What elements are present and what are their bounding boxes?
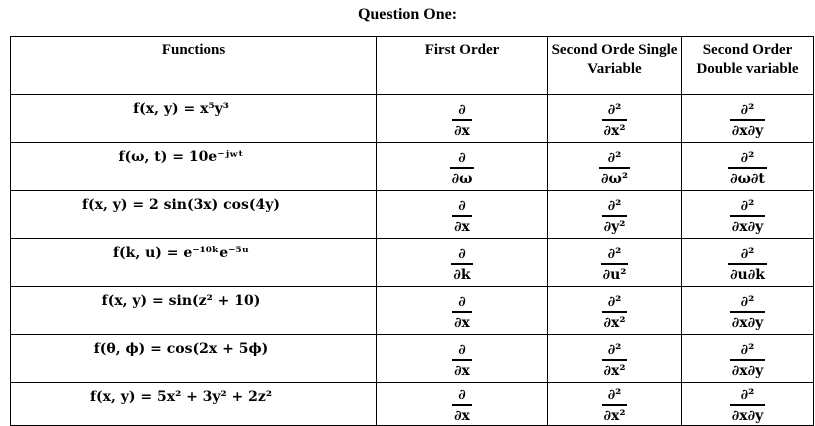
first-order-cell bbox=[377, 191, 548, 239]
numerator: ∂² bbox=[607, 149, 622, 166]
fraction-bar bbox=[602, 404, 628, 406]
fraction-bar bbox=[452, 359, 472, 361]
numerator: ∂² bbox=[607, 245, 622, 262]
derivative-fraction bbox=[730, 387, 765, 424]
derivative-fraction bbox=[452, 342, 472, 379]
denominator: ∂x∂y bbox=[731, 408, 764, 424]
derivative-fraction bbox=[730, 294, 765, 331]
derivative-fraction bbox=[602, 294, 628, 331]
first-order-cell bbox=[377, 335, 548, 383]
first-order-cell bbox=[377, 95, 548, 143]
second-order-double-cell bbox=[682, 191, 814, 239]
numerator: ∂² bbox=[607, 341, 622, 358]
numerator: ∂² bbox=[740, 293, 755, 310]
numerator: ∂² bbox=[740, 149, 755, 166]
numerator: ∂² bbox=[740, 387, 755, 403]
numerator: ∂² bbox=[607, 293, 622, 310]
denominator: ∂x∂y bbox=[731, 218, 764, 235]
derivative-fraction bbox=[452, 198, 472, 235]
denominator: ∂x∂y bbox=[731, 122, 764, 139]
derivative-fraction bbox=[452, 294, 472, 331]
fraction-bar bbox=[452, 119, 472, 121]
fraction-bar bbox=[452, 215, 472, 217]
function-expression: f(k, u) = e⁻¹⁰ᵏe⁻⁵ᵘ bbox=[113, 245, 249, 261]
fraction-bar bbox=[730, 404, 765, 406]
numerator: ∂ bbox=[458, 293, 466, 310]
derivative-fraction bbox=[599, 150, 630, 187]
function-expression: f(x, y) = 2 sin(3x) cos(4y) bbox=[81, 197, 281, 213]
denominator: ∂x bbox=[454, 314, 470, 331]
fraction-bar bbox=[730, 359, 765, 361]
table-row bbox=[11, 335, 814, 383]
numerator: ∂² bbox=[740, 101, 755, 118]
function-expression: f(x, y) = 5x² + 3y² + 2z² bbox=[90, 389, 272, 405]
derivative-fraction bbox=[730, 102, 765, 139]
numerator: ∂² bbox=[740, 197, 755, 214]
numerator: ∂² bbox=[740, 245, 755, 262]
denominator: ∂u² bbox=[602, 266, 627, 283]
second-order-double-cell bbox=[682, 335, 814, 383]
derivatives-table bbox=[10, 36, 814, 426]
derivative-fraction bbox=[602, 102, 628, 139]
first-order-cell bbox=[377, 287, 548, 335]
header-first-order: First Order bbox=[377, 37, 548, 95]
fraction-bar bbox=[599, 167, 630, 169]
denominator: ∂x bbox=[454, 122, 470, 139]
derivative-fraction bbox=[450, 150, 475, 187]
second-order-double-cell bbox=[682, 239, 814, 287]
fraction-bar bbox=[730, 215, 765, 217]
table-row bbox=[11, 239, 814, 287]
derivative-fraction bbox=[451, 246, 472, 283]
numerator: ∂ bbox=[458, 197, 466, 214]
function-expression: f(ω, t) = 10e⁻ʲʷᵗ bbox=[118, 149, 244, 165]
numerator: ∂ bbox=[458, 387, 466, 403]
function-cell bbox=[11, 335, 377, 383]
denominator: ∂x bbox=[454, 362, 470, 379]
denominator: ∂x² bbox=[603, 408, 626, 424]
numerator: ∂² bbox=[607, 101, 622, 118]
denominator: ∂ω bbox=[451, 170, 473, 187]
derivative-fraction bbox=[602, 387, 628, 424]
function-expression: f(x, y) = x⁵y³ bbox=[133, 101, 229, 117]
numerator: ∂ bbox=[458, 341, 466, 358]
derivative-fraction bbox=[728, 150, 767, 187]
fraction-bar bbox=[730, 119, 765, 121]
second-order-single-cell bbox=[548, 143, 682, 191]
derivative-fraction bbox=[602, 342, 628, 379]
denominator: ∂x∂y bbox=[731, 362, 764, 379]
numerator: ∂² bbox=[607, 387, 622, 403]
fraction-bar bbox=[602, 359, 628, 361]
second-order-single-cell bbox=[548, 335, 682, 383]
numerator: ∂ bbox=[458, 101, 466, 118]
second-order-single-cell bbox=[548, 239, 682, 287]
denominator: ∂x² bbox=[603, 122, 626, 139]
page-title: Question One: bbox=[357, 6, 458, 23]
denominator: ∂x² bbox=[603, 314, 626, 331]
fraction-bar bbox=[601, 263, 629, 265]
denominator: ∂y² bbox=[603, 218, 626, 235]
second-order-single-cell bbox=[548, 191, 682, 239]
fraction-bar bbox=[451, 263, 472, 265]
second-order-double-cell bbox=[682, 95, 814, 143]
derivative-fraction bbox=[728, 246, 767, 283]
denominator: ∂x∂y bbox=[731, 314, 764, 331]
second-order-double-cell bbox=[682, 383, 814, 426]
first-order-cell bbox=[377, 239, 548, 287]
fraction-bar bbox=[728, 167, 767, 169]
denominator: ∂ω² bbox=[601, 170, 628, 187]
function-cell bbox=[11, 287, 377, 335]
table-row bbox=[11, 95, 814, 143]
table-row bbox=[11, 191, 814, 239]
table-row bbox=[11, 143, 814, 191]
header-second-order-double: Second Order Double variable bbox=[682, 37, 814, 95]
second-order-double-cell bbox=[682, 143, 814, 191]
denominator: ∂x bbox=[454, 218, 470, 235]
derivative-fraction bbox=[730, 198, 765, 235]
numerator: ∂² bbox=[740, 341, 755, 358]
function-expression: f(θ, ϕ) = cos(2x + 5ϕ) bbox=[93, 341, 269, 357]
derivative-fraction bbox=[452, 387, 472, 424]
table-row bbox=[11, 383, 814, 426]
second-order-single-cell bbox=[548, 287, 682, 335]
fraction-bar bbox=[602, 311, 628, 313]
fraction-bar bbox=[730, 311, 765, 313]
fraction-bar bbox=[450, 167, 475, 169]
derivative-fraction bbox=[602, 198, 628, 235]
fraction-bar bbox=[728, 263, 767, 265]
denominator: ∂x bbox=[454, 408, 470, 424]
fraction-bar bbox=[452, 404, 472, 406]
first-order-cell bbox=[377, 143, 548, 191]
numerator: ∂ bbox=[458, 149, 466, 166]
fraction-bar bbox=[602, 119, 628, 121]
function-cell bbox=[11, 191, 377, 239]
fraction-bar bbox=[452, 311, 472, 313]
table-header-row bbox=[11, 37, 814, 95]
function-cell bbox=[11, 239, 377, 287]
numerator: ∂ bbox=[458, 245, 466, 262]
table-row bbox=[11, 287, 814, 335]
function-cell bbox=[11, 383, 377, 426]
second-order-single-cell bbox=[548, 95, 682, 143]
denominator: ∂k bbox=[453, 266, 471, 283]
header-functions: Functions bbox=[11, 37, 377, 95]
first-order-cell bbox=[377, 383, 548, 426]
derivative-fraction bbox=[452, 102, 472, 139]
denominator: ∂u∂k bbox=[730, 266, 765, 283]
denominator: ∂ω∂t bbox=[730, 170, 765, 187]
function-cell bbox=[11, 95, 377, 143]
numerator: ∂² bbox=[607, 197, 622, 214]
denominator: ∂x² bbox=[603, 362, 626, 379]
second-order-single-cell bbox=[548, 383, 682, 426]
function-expression: f(x, y) = sin(z² + 10) bbox=[101, 293, 261, 309]
derivative-fraction bbox=[730, 342, 765, 379]
second-order-double-cell bbox=[682, 287, 814, 335]
function-cell bbox=[11, 143, 377, 191]
derivative-fraction bbox=[601, 246, 629, 283]
header-second-order-single: Second Orde Single Variable bbox=[548, 37, 682, 95]
fraction-bar bbox=[602, 215, 628, 217]
